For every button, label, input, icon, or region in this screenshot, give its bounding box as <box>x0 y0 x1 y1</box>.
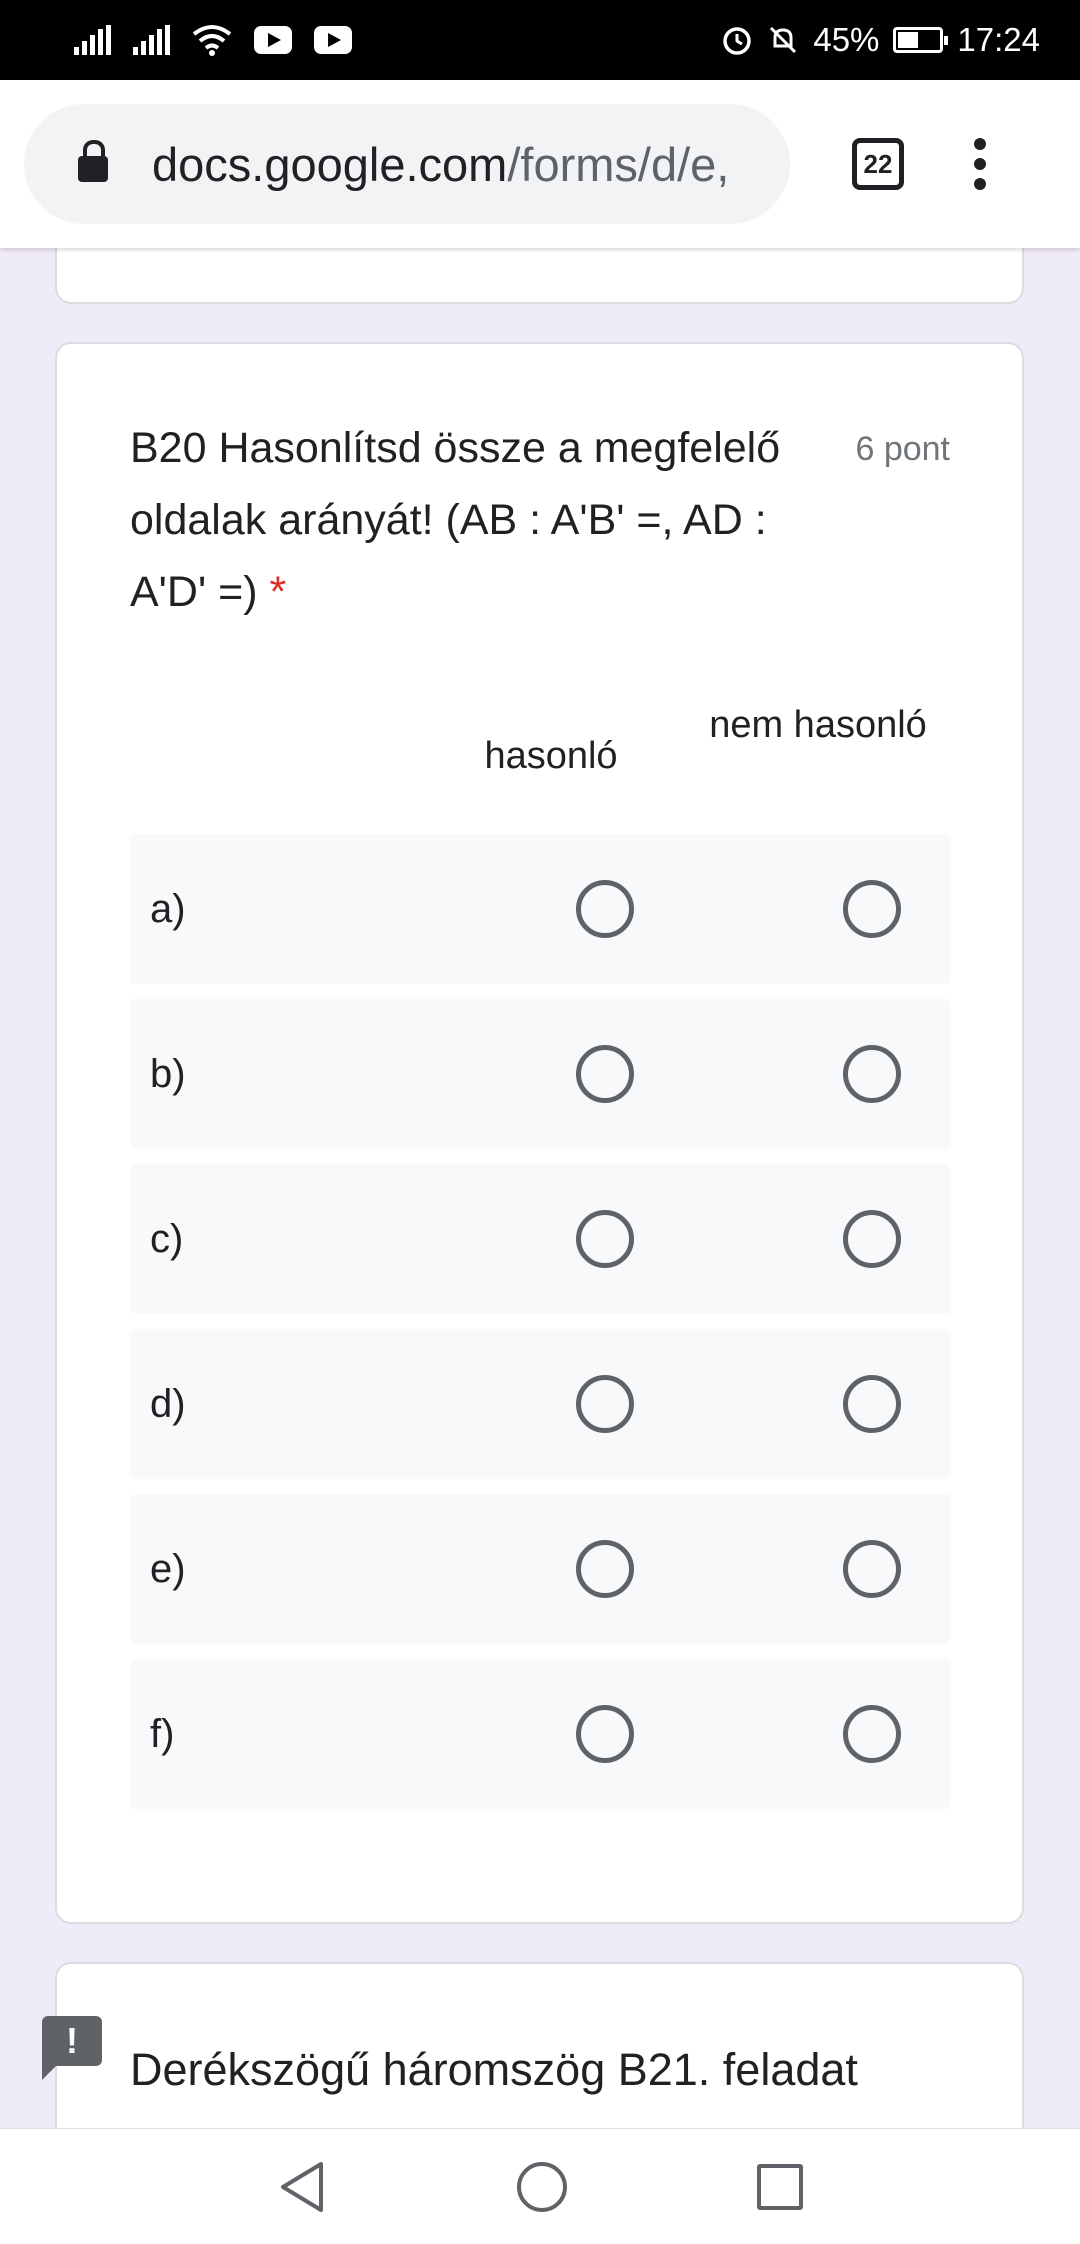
radio-b-hasonlo[interactable] <box>576 1045 634 1103</box>
radio-b-nem-hasonlo[interactable] <box>843 1045 901 1103</box>
battery-icon <box>893 27 943 53</box>
address-bar[interactable] <box>24 104 790 224</box>
radio-c-hasonlo[interactable] <box>576 1210 634 1268</box>
radio-d-nem-hasonlo[interactable] <box>843 1375 901 1433</box>
row-label: a) <box>150 887 186 931</box>
column-header-hasonlo: hasonló <box>484 735 618 777</box>
row-label: b) <box>150 1052 186 1096</box>
home-icon[interactable] <box>517 2162 567 2212</box>
grid-row-c <box>130 1164 951 1314</box>
feedback-icon[interactable]: ! <box>42 2016 102 2066</box>
youtube-notification-icon-2 <box>314 26 352 54</box>
radio-a-hasonlo[interactable] <box>576 880 634 938</box>
wifi-icon <box>192 24 232 56</box>
radio-e-hasonlo[interactable] <box>576 1540 634 1598</box>
url-text[interactable]: docs.google.com/forms/d/e, <box>152 137 730 191</box>
battery-percent: 45% <box>813 21 880 58</box>
mute-icon <box>767 24 799 56</box>
grid-row-e <box>130 1494 951 1644</box>
more-options-icon[interactable] <box>974 138 986 190</box>
radio-c-nem-hasonlo[interactable] <box>843 1210 901 1268</box>
system-navigation-bar <box>0 2128 1080 2244</box>
clock: 17:24 <box>957 21 1040 58</box>
back-icon[interactable] <box>277 2160 327 2214</box>
alarm-icon <box>721 24 753 56</box>
row-label: d) <box>150 1382 186 1426</box>
lock-icon[interactable] <box>78 156 108 182</box>
browser-toolbar <box>0 80 1080 248</box>
status-bar <box>0 0 1080 80</box>
section-title: Derékszögű háromszög B21. feladat <box>130 2044 858 2095</box>
question-title: B20 Hasonlítsd össze a megfelelő oldalak arányát! (AB : A'B' =, AD : A'D' =) * <box>130 424 781 616</box>
grid-row-a <box>130 834 951 984</box>
recent-apps-icon[interactable] <box>757 2164 803 2210</box>
signal-icon <box>74 25 111 55</box>
question-points: 6 pont <box>855 430 950 468</box>
radio-f-hasonlo[interactable] <box>576 1705 634 1763</box>
radio-e-nem-hasonlo[interactable] <box>843 1540 901 1598</box>
signal-icon-2 <box>133 25 170 55</box>
tab-switcher-button[interactable]: 22 <box>852 138 904 190</box>
row-label: c) <box>150 1217 184 1261</box>
row-label: e) <box>150 1547 186 1591</box>
column-header-nem-hasonlo: nem hasonló <box>709 704 927 746</box>
question-card <box>55 342 1024 1924</box>
radio-f-nem-hasonlo[interactable] <box>843 1705 901 1763</box>
radio-d-hasonlo[interactable] <box>576 1375 634 1433</box>
grid-row-b <box>130 999 951 1149</box>
radio-a-nem-hasonlo[interactable] <box>843 880 901 938</box>
grid-row-d <box>130 1329 951 1479</box>
required-asterisk: * <box>269 568 287 616</box>
youtube-notification-icon <box>254 26 292 54</box>
row-label: f) <box>150 1712 175 1756</box>
grid-row-f <box>130 1659 951 1809</box>
